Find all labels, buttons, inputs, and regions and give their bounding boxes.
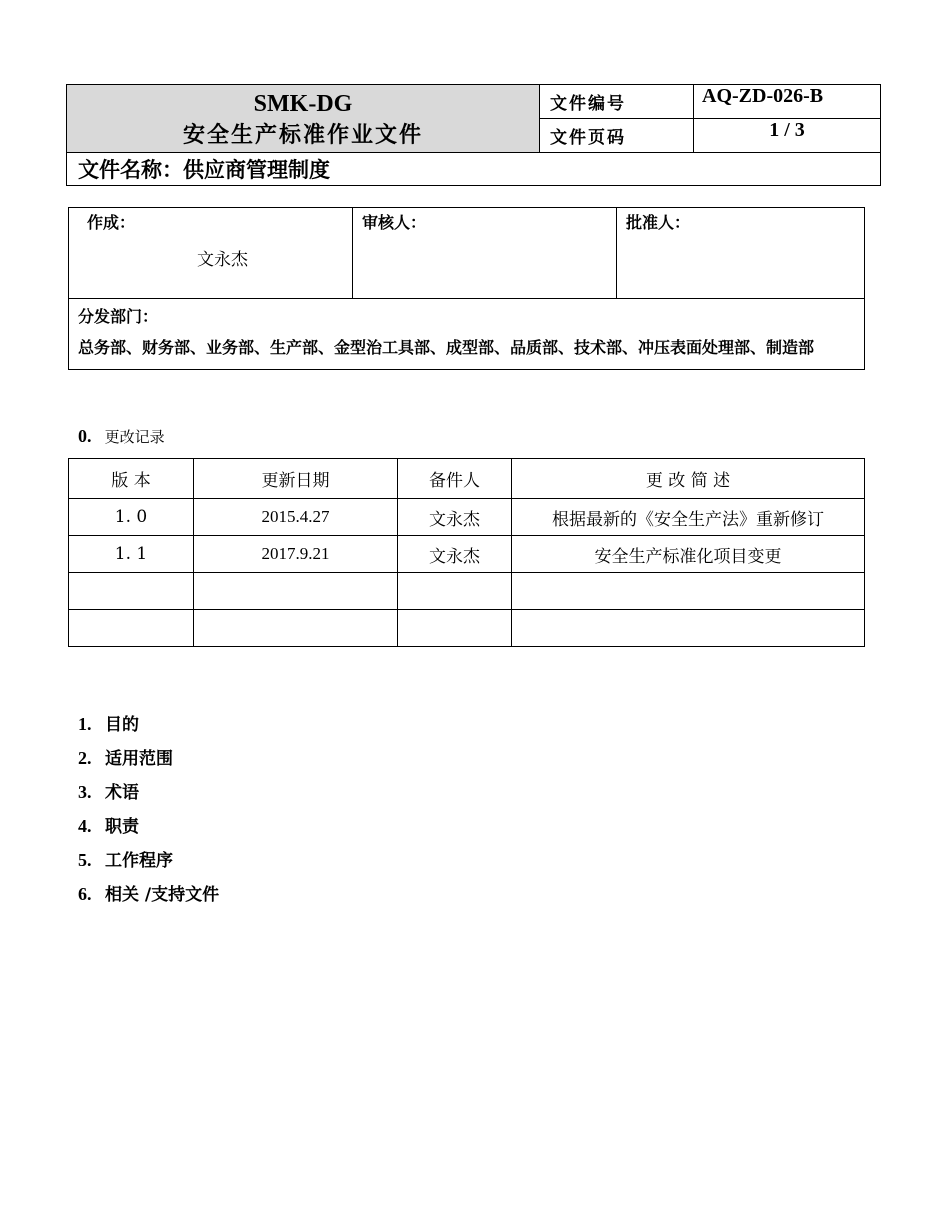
version-cell (69, 610, 194, 647)
table-of-contents (78, 710, 219, 914)
toc-item (78, 812, 219, 846)
version-cell: 1. 0 (69, 499, 194, 536)
toc-title: 适用范围 (105, 749, 173, 769)
editor-cell: 文永杰 (398, 499, 512, 536)
reviewer-label: 审核人： (362, 213, 427, 232)
date-cell (194, 573, 398, 610)
doc-number-label: 文件编号 (540, 85, 694, 119)
toc-title: 相关 /支持文件 (105, 885, 220, 905)
revision-table (68, 458, 865, 647)
page-value: 1 / 3 (694, 119, 881, 153)
approver-cell (617, 208, 865, 299)
toc-item (78, 778, 219, 812)
toc-title: 职责 (105, 817, 139, 837)
section-0-title: 更改记录 (104, 428, 165, 446)
doc-number-value: AQ-ZD-026-B (694, 85, 881, 119)
table-row (69, 610, 865, 647)
date-cell (194, 610, 398, 647)
table-row (69, 499, 865, 536)
toc-title: 术语 (105, 783, 139, 803)
editor-cell: 文永杰 (398, 536, 512, 573)
editor-cell (398, 610, 512, 647)
toc-number: 3. (78, 782, 92, 802)
col-version: 版 本 (69, 459, 194, 499)
date-cell: 2017.9.21 (194, 536, 398, 573)
author-label: 作成： (87, 213, 136, 232)
toc-item (78, 744, 219, 778)
version-cell (69, 573, 194, 610)
summary-cell (512, 610, 865, 647)
toc-title: 目的 (105, 715, 139, 735)
section-0-number: 0. (78, 426, 92, 446)
author-name: 文永杰 (197, 250, 248, 270)
document-category: 安全生产标准作业文件 (182, 122, 423, 148)
table-row (69, 573, 865, 610)
approver-label: 批准人： (626, 213, 691, 232)
revision-header-row (69, 459, 865, 499)
toc-item (78, 710, 219, 744)
author-cell (69, 208, 353, 299)
editor-cell (398, 573, 512, 610)
toc-number: 4. (78, 816, 92, 836)
date-cell: 2015.4.27 (194, 499, 398, 536)
distribution-label: 分发部门： (78, 307, 159, 326)
col-editor: 备件人 (398, 459, 512, 499)
reviewer-cell (353, 208, 617, 299)
company-name: SMK-DG (253, 90, 353, 117)
section-0-heading (78, 426, 165, 447)
toc-number: 5. (78, 850, 92, 870)
toc-number: 2. (78, 748, 92, 768)
signoff-table (68, 207, 865, 370)
summary-cell (512, 573, 865, 610)
toc-title: 工作程序 (105, 851, 173, 871)
toc-item (78, 880, 219, 914)
page-label: 文件页码 (540, 119, 694, 153)
toc-number: 1. (78, 714, 92, 734)
toc-item (78, 846, 219, 880)
summary-cell: 根据最新的《安全生产法》重新修订 (512, 499, 865, 536)
distribution-cell (69, 299, 865, 370)
summary-cell: 安全生产标准化项目变更 (512, 536, 865, 573)
table-row (69, 536, 865, 573)
toc-number: 6. (78, 884, 92, 904)
version-cell: 1. 1 (69, 536, 194, 573)
distribution-list: 总务部、财务部、业务部、生产部、金型治工具部、成型部、品质部、技术部、冲压表面处理部、制造部 (78, 338, 815, 357)
company-cell (67, 85, 540, 153)
col-date: 更新日期 (194, 459, 398, 499)
document-header (66, 84, 881, 186)
col-summary: 更 改 简 述 (512, 459, 865, 499)
document-name: 文件名称：供应商管理制度 (67, 153, 881, 186)
